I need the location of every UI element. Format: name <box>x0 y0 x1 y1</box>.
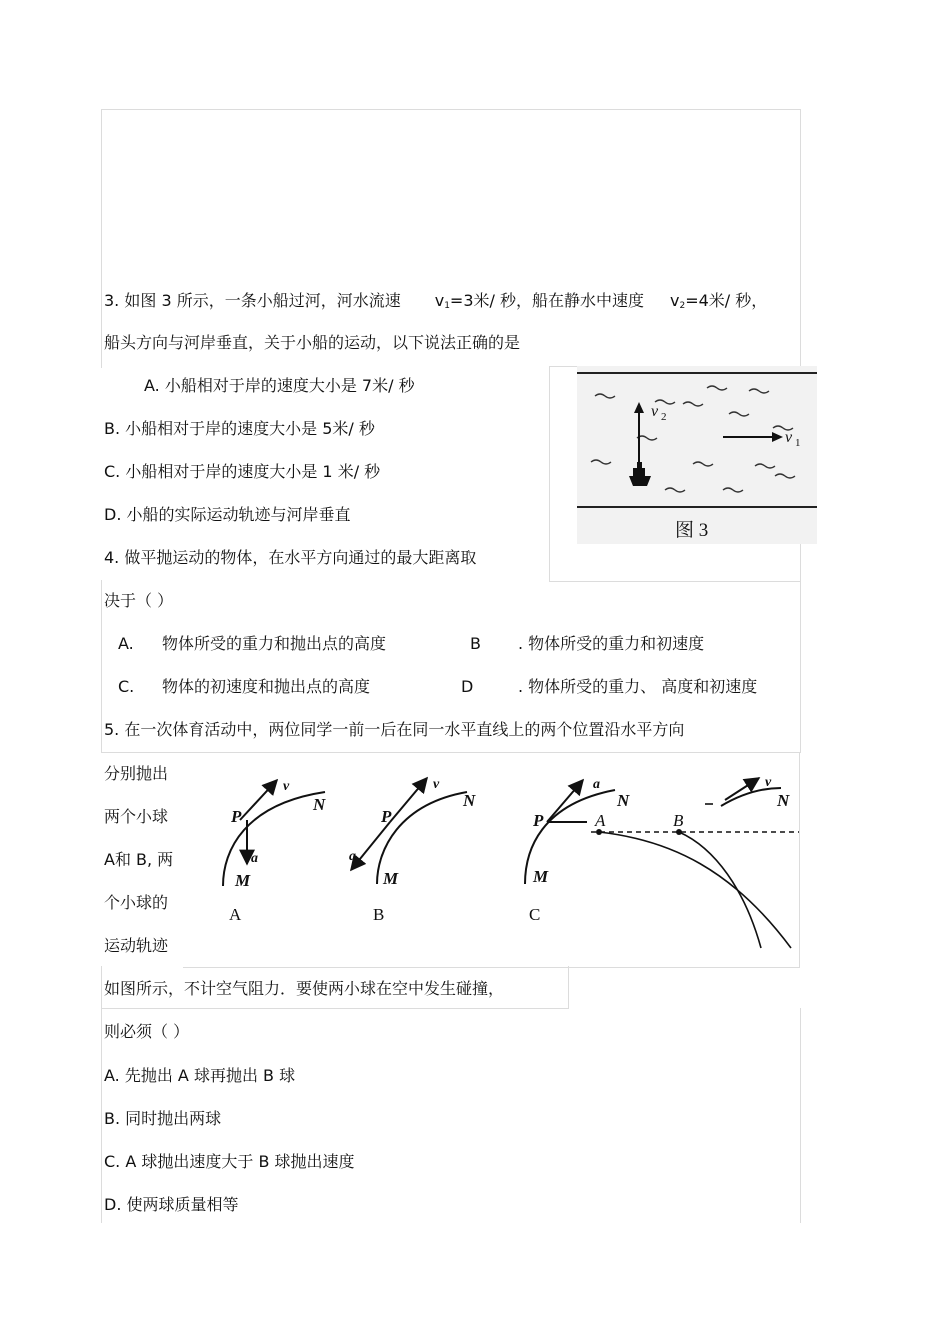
figure-3-caption: 图 3 <box>675 520 709 541</box>
trajectory-b <box>679 832 761 948</box>
panel-b-label-n: N <box>463 791 476 810</box>
q5-side-line-2: 两个小球 <box>104 807 169 826</box>
panel-c-label-m: M <box>533 867 549 886</box>
panel-a-velocity-arrow <box>240 780 277 820</box>
panel-a-label-a: a <box>251 851 258 866</box>
q5-option-c: C. A 球抛出速度大于 B 球抛出速度 <box>104 1152 355 1171</box>
panel-a-label-n: N <box>313 795 326 814</box>
ball-a-label: A <box>595 811 606 830</box>
q4-option-c-letter: C. <box>118 677 135 696</box>
q3-option-d: D. 小船的实际运动轨迹与河岸垂直 <box>104 505 351 524</box>
q3-option-c: C. 小船相对于岸的速度大小是 1 米/ 秒 <box>104 462 381 481</box>
panel-c-label-p: P <box>533 811 544 830</box>
q4-option-b-letter: B <box>470 634 481 653</box>
partial-label-n: N <box>777 791 790 810</box>
panel-c-label-a: a <box>593 777 600 792</box>
panel-a-label-m: M <box>235 871 251 890</box>
panel-b-acceleration-arrow <box>351 822 390 870</box>
ball-b-label: B <box>673 811 684 830</box>
q3-line2: 船头方向与河岸垂直，关于小船的运动，以下说法正确的是 <box>104 333 521 352</box>
panel-a-label-v: v <box>283 779 290 794</box>
q5-line-must: 则必须（ ） <box>104 1022 190 1041</box>
svg-text:v: v <box>785 429 793 446</box>
q4-option-a-letter: A. <box>118 634 134 653</box>
panel-label-a: A <box>229 905 242 924</box>
q4-option-a-text: 物体所受的重力和抛出点的高度 <box>162 634 387 653</box>
q3-option-a: A. 小船相对于岸的速度大小是 7米/ 秒 <box>144 376 415 395</box>
q3-option-b: B. 小船相对于岸的速度大小是 5米/ 秒 <box>104 419 375 438</box>
q3-v2-value: =4米/ 秒， <box>685 291 768 310</box>
q5-line1: 5. 在一次体育活动中，两位同学一前一后在同一水平直线上的两个位置沿水平方向 <box>104 720 685 739</box>
q4-option-c-text: 物体的初速度和抛出点的高度 <box>162 677 371 696</box>
svg-text:v: v <box>651 403 659 420</box>
q5-line-after: 如图所示，不计空气阻力．要使两小球在空中发生碰撞， <box>104 979 505 998</box>
svg-text:1: 1 <box>795 437 801 449</box>
q5-side-line-5: 运动轨迹 <box>104 936 169 955</box>
q4-option-d-letter: D <box>461 677 474 696</box>
q3-v1-symbol: v <box>434 291 445 310</box>
figure-5-curves <box>185 760 799 955</box>
panel-c-label-n: N <box>617 791 630 810</box>
panel-a-label-p: P <box>231 807 242 826</box>
q4-option-d-text: . 物体所受的重力、 高度和初速度 <box>518 677 758 696</box>
q5-side-line-3: A和 B, 两 <box>104 850 174 869</box>
q3-stem: 3. 如图 3 所示，一条小船过河，河水流速 <box>104 291 401 310</box>
panel-label-b: B <box>373 905 385 924</box>
page-frame-top <box>101 109 801 368</box>
q5-option-d: D. 使两球质量相等 <box>104 1195 239 1214</box>
q4-option-b-text: . 物体所受的重力和初速度 <box>518 634 705 653</box>
panel-label-c: C <box>529 905 541 924</box>
q3-v1-sub: 1 <box>444 301 450 311</box>
q4-line2: 决于（ ） <box>104 591 174 610</box>
q5-option-b: B. 同时抛出两球 <box>104 1109 222 1128</box>
panel-b-velocity-arrow <box>390 778 427 822</box>
partial-velocity-arrow <box>725 778 759 800</box>
panel-b-label-v: v <box>433 777 440 792</box>
panel-b-label-a: a <box>349 849 356 864</box>
partial-label-v: v <box>765 775 772 790</box>
panel-b-label-m: M <box>383 869 399 888</box>
q3-v2-symbol: v <box>670 291 680 310</box>
q3-v2-sub: 2 <box>679 301 686 311</box>
svg-text:2: 2 <box>661 411 667 423</box>
q5-option-a: A. 先抛出 A 球再抛出 B 球 <box>104 1066 296 1085</box>
q3-line1 <box>104 291 767 316</box>
q5-side-line-1: 分别抛出 <box>104 764 169 783</box>
q3-v1-value: =3米/ 秒，船在静水中速度 <box>449 291 644 310</box>
q4-line1: 4. 做平抛运动的物体，在水平方向通过的最大距离取 <box>104 548 477 567</box>
panel-b-label-p: P <box>381 807 392 826</box>
q5-side-line-4: 个小球的 <box>104 893 169 912</box>
figure-3-river <box>577 366 817 544</box>
trajectory-a <box>599 832 791 948</box>
